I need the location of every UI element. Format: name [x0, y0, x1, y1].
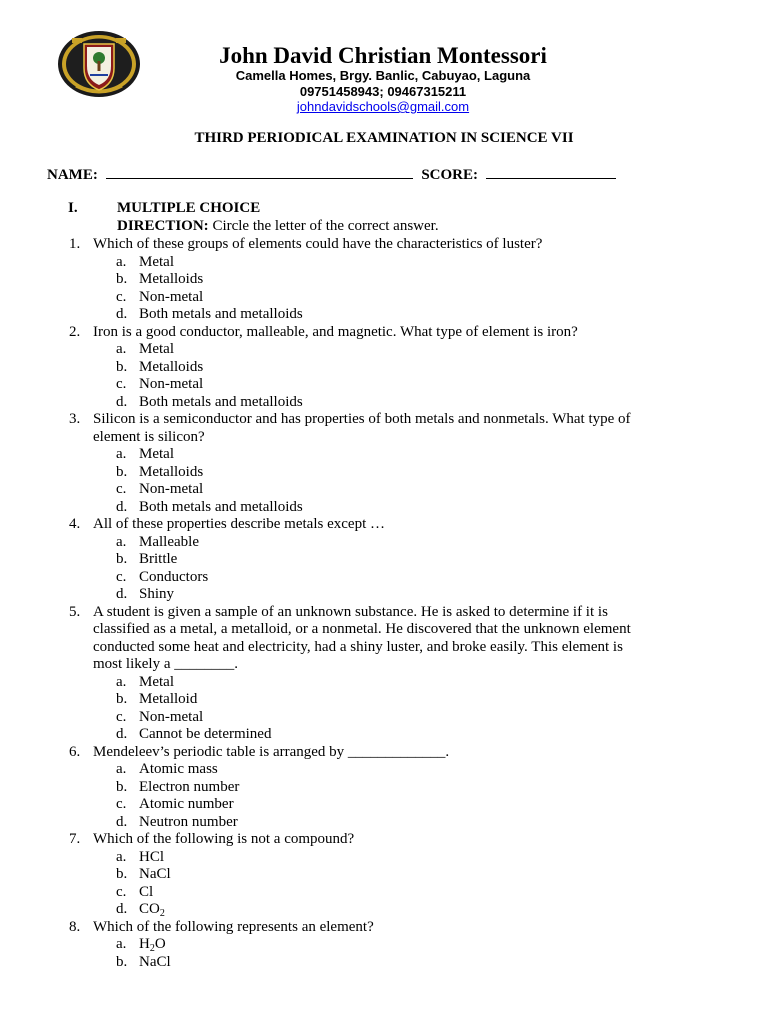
- question-text: Which of the following represents an element?: [93, 918, 374, 935]
- question-number: 1.: [69, 236, 81, 252]
- option-text[interactable]: Non-metal: [139, 481, 204, 497]
- option-letter[interactable]: d.: [116, 498, 128, 515]
- option-text[interactable]: Malleable: [139, 533, 199, 550]
- option-text[interactable]: Metalloids: [139, 271, 204, 287]
- score-label: SCORE:: [421, 167, 479, 183]
- option-text[interactable]: Electron number: [139, 778, 240, 795]
- option-letter[interactable]: b.: [116, 953, 128, 970]
- question-number: 6.: [69, 743, 81, 760]
- option-letter[interactable]: d.: [116, 393, 128, 410]
- question-text: Mendeleev’s periodic table is arranged by _____________.: [93, 743, 450, 760]
- option-letter[interactable]: d.: [116, 586, 128, 602]
- option-letter[interactable]: b.: [116, 866, 128, 882]
- option-letter[interactable]: c.: [116, 288, 127, 305]
- option-text[interactable]: Metal: [139, 673, 174, 690]
- question-text: Which of the following is not a compound?: [93, 831, 355, 847]
- option-letter[interactable]: a.: [116, 761, 127, 777]
- question-text: Iron is a good conductor, malleable, and magnetic. What type of element is iron?: [93, 323, 578, 340]
- section-number: I.: [68, 200, 78, 216]
- option-letter[interactable]: a.: [116, 533, 127, 550]
- question-number: 2.: [69, 323, 81, 340]
- option-letter[interactable]: a.: [116, 673, 127, 690]
- option-text[interactable]: Brittle: [139, 551, 178, 567]
- option-text[interactable]: NaCl: [139, 866, 171, 882]
- name-label: NAME:: [47, 167, 98, 183]
- option-letter[interactable]: b.: [116, 463, 128, 480]
- school-phones: 09751458943; 09467315211: [299, 84, 467, 99]
- question-text: Which of these groups of elements could have the characteristics of luster?: [93, 236, 543, 252]
- option-text[interactable]: NaCl: [139, 953, 171, 970]
- option-letter[interactable]: d.: [116, 813, 128, 830]
- option-text[interactable]: Metal: [139, 446, 174, 462]
- section-title: MULTIPLE CHOICE: [117, 200, 261, 216]
- direction-label: DIRECTION:: [117, 218, 209, 234]
- option-letter[interactable]: c.: [116, 796, 127, 812]
- option-letter[interactable]: d.: [116, 901, 128, 917]
- option-text[interactable]: $CO_2$: [139, 901, 165, 919]
- option-text[interactable]: Non-metal: [139, 708, 204, 725]
- option-letter[interactable]: a.: [116, 848, 127, 865]
- option-text[interactable]: Metalloid: [139, 691, 198, 707]
- option-letter[interactable]: a.: [116, 446, 127, 462]
- option-text[interactable]: Metal: [139, 341, 174, 357]
- option-text[interactable]: HCl: [139, 848, 165, 865]
- question-text: A student is given a sample of an unknown substance. He is asked to determine if it is classified as a metal, a metalloid, or a nonmetal. He discovered that the unknown element conducted some heat and electricity, had a shiny luster, and broke easily. This element is most likely a ________.: [93, 603, 631, 672]
- question-text: All of these properties describe metals except …: [93, 516, 385, 532]
- option-text[interactable]: Atomic number: [139, 796, 234, 812]
- question-number: 4.: [69, 516, 81, 532]
- option-letter[interactable]: c.: [116, 883, 127, 900]
- option-letter[interactable]: d.: [116, 306, 128, 322]
- option-text[interactable]: Atomic mass: [139, 761, 218, 777]
- name-blank[interactable]: [106, 164, 413, 179]
- option-letter[interactable]: d.: [116, 726, 128, 742]
- name-score-row: [47, 164, 616, 184]
- option-text[interactable]: Metalloids: [139, 358, 204, 375]
- option-text[interactable]: $H_2O$: [139, 936, 166, 954]
- question-number: 8.: [69, 918, 81, 935]
- school-address: Camella Homes, Brgy. Banlic, Cabuyao, Laguna: [235, 68, 531, 83]
- direction-text: Circle the letter of the correct answer.: [208, 218, 439, 234]
- option-letter[interactable]: c.: [116, 481, 127, 497]
- option-text[interactable]: Cannot be determined: [139, 726, 272, 742]
- option-text[interactable]: Non-metal: [139, 376, 204, 392]
- question-number: 5.: [69, 603, 81, 620]
- option-text[interactable]: Conductors: [139, 568, 209, 585]
- question-number: 7.: [69, 831, 81, 847]
- option-letter[interactable]: b.: [116, 778, 128, 795]
- option-letter[interactable]: b.: [116, 271, 128, 287]
- option-letter[interactable]: a.: [116, 341, 127, 357]
- question-number: 3.: [69, 411, 81, 427]
- option-text[interactable]: Metal: [139, 253, 174, 270]
- option-text[interactable]: Cl: [139, 883, 154, 900]
- question-text: Silicon is a semiconductor and has properties of both metals and nonmetals. What type of element is silicon?: [93, 411, 631, 445]
- option-text[interactable]: Both metals and metalloids: [139, 306, 303, 322]
- option-text[interactable]: Shiny: [139, 586, 175, 602]
- option-text[interactable]: Metalloids: [139, 463, 204, 480]
- option-letter[interactable]: c.: [116, 376, 127, 392]
- option-letter[interactable]: b.: [116, 551, 128, 567]
- score-blank[interactable]: [486, 164, 616, 179]
- school-name: John David Christian Montessori: [219, 43, 547, 68]
- option-letter[interactable]: a.: [116, 936, 127, 952]
- exam-title: THIRD PERIODICAL EXAMINATION IN SCIENCE VII: [194, 130, 574, 146]
- option-letter[interactable]: c.: [116, 568, 127, 585]
- direction: [117, 218, 439, 236]
- option-text[interactable]: Both metals and metalloids: [139, 498, 303, 515]
- option-text[interactable]: Neutron number: [139, 813, 238, 830]
- option-text[interactable]: Non-metal: [139, 288, 204, 305]
- school-logo: [56, 28, 142, 100]
- option-text[interactable]: Both metals and metalloids: [139, 393, 303, 410]
- option-letter[interactable]: b.: [116, 691, 128, 707]
- option-letter[interactable]: c.: [116, 708, 127, 725]
- school-email-link[interactable]: johndavidschools@gmail.com: [296, 99, 470, 114]
- option-letter[interactable]: a.: [116, 253, 127, 270]
- option-letter[interactable]: b.: [116, 358, 128, 375]
